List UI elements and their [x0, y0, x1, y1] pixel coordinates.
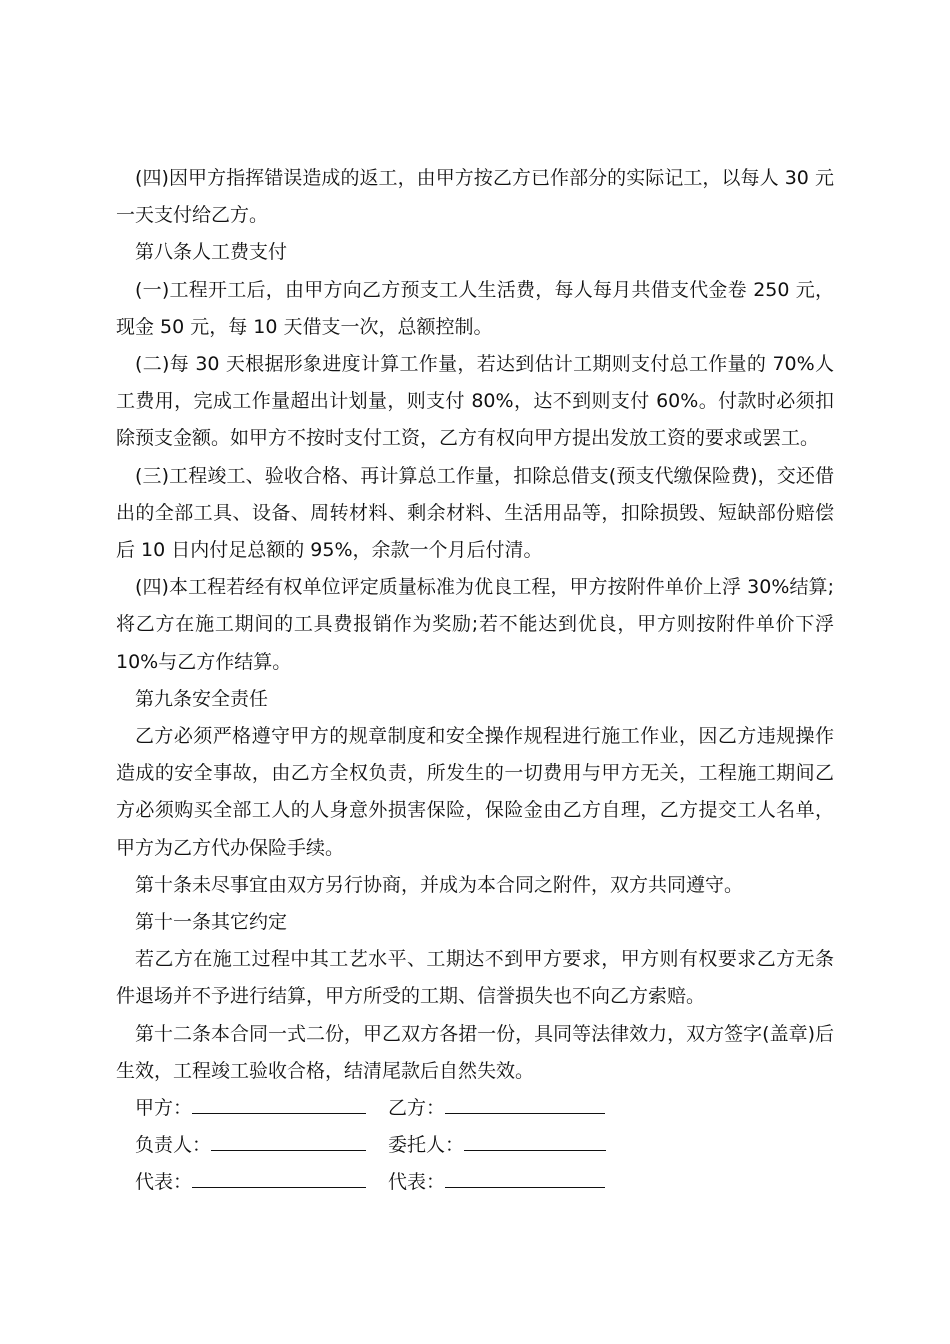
signature-blank-line[interactable]	[192, 1169, 366, 1188]
signature-blank-line[interactable]	[464, 1132, 606, 1151]
signature-field-party-a	[135, 1090, 375, 1127]
paragraph-completion-settlement: (三)工程竣工、验收合格、再计算总工作量，扣除总借支(预支代缴保险费)，交还借出的全部工具、设备、周转材料、剩余材料、生活用品等，扣除损毁、短缺部份赔偿后 10 日内付足总额的 95%，余款一个月后付清。	[116, 464, 834, 562]
heading-article-8: 第八条人工费支付	[135, 241, 288, 264]
signature-blank-line[interactable]	[445, 1169, 605, 1188]
signature-row-responsible	[116, 1127, 834, 1164]
paragraph-rework-payment: (四)因甲方指挥错误造成的返工，由甲方按乙方已作部分的实际记工，以每人 30 元一天支付给乙方。	[116, 167, 834, 227]
paragraph-quality-bonus: (四)本工程若经有权单位评定质量标准为优良工程，甲方按附件单价上浮 30%结算;将乙方在施工期间的工具费报销作为奖励;若不能达到优良，甲方则按附件单价下浮 10%与乙方作结算。	[116, 576, 834, 673]
contract-body	[116, 160, 834, 1202]
signature-label: 甲方：	[135, 1097, 193, 1120]
signature-blank-line[interactable]	[192, 1095, 366, 1114]
signature-row-party	[116, 1090, 834, 1127]
signature-label: 委托人：	[388, 1134, 465, 1157]
signature-field-representative-a	[135, 1164, 375, 1201]
signature-blank-line[interactable]	[445, 1095, 605, 1114]
paragraph-other-agreements: 若乙方在施工过程中其工艺水平、工期达不到甲方要求，甲方则有权要求乙方无条件退场并不予进行结算，甲方所受的工期、信誉损失也不向乙方索赔。	[116, 948, 834, 1008]
paragraph-article-10: 第十条未尽事宜由双方另行协商，并成为本合同之附件，双方共同遵守。	[135, 873, 744, 896]
signature-label: 代表：	[135, 1171, 193, 1194]
signature-row-representative	[116, 1164, 834, 1201]
paragraph-progress-payment: (二)每 30 天根据形象进度计算工作量，若达到估计工期则支付总工作量的 70%人工费用，完成工作量超出计划量，则支付 80%，达不到则支付 60%。付款时必须扣除预支金额。如甲方不按时支付工资，乙方有权向甲方提出发放工资的要求或罢工。	[116, 353, 834, 450]
heading-article-9: 第九条安全责任	[135, 687, 269, 710]
signature-blank-line[interactable]	[211, 1132, 366, 1151]
paragraph-article-12: 第十二条本合同一式二份，甲乙双方各捃一份，具同等法律效力，双方签字(盖章)后生效，工程竣工验收合格，结清尾款后自然失效。	[116, 1022, 834, 1082]
signature-label: 负责人：	[135, 1134, 212, 1157]
paragraph-advance-living-expense: (一)工程开工后，由甲方向乙方预支工人生活费，每人每月共借支代金卷 250 元，现金 50 元，每 10 天借支一次，总额控制。	[116, 278, 834, 338]
heading-article-11: 第十一条其它约定	[135, 911, 288, 934]
signature-field-representative-b	[388, 1164, 605, 1201]
signature-field-entrusted-person	[388, 1127, 606, 1164]
signature-label: 乙方：	[388, 1097, 446, 1120]
signature-field-party-b	[388, 1090, 605, 1127]
paragraph-safety-responsibility: 乙方必须严格遵守甲方的规章制度和安全操作规程进行施工作业，因乙方违规操作造成的安全事故，由乙方全权负责，所发生的一切费用与甲方无关，工程施工期间乙方必须购买全部工人的人身意外损害保险，保险金由乙方自理，乙方提交工人名单，甲方为乙方代办保险手续。	[116, 725, 834, 859]
signature-field-responsible-person	[135, 1127, 375, 1164]
signature-label: 代表：	[388, 1171, 446, 1194]
